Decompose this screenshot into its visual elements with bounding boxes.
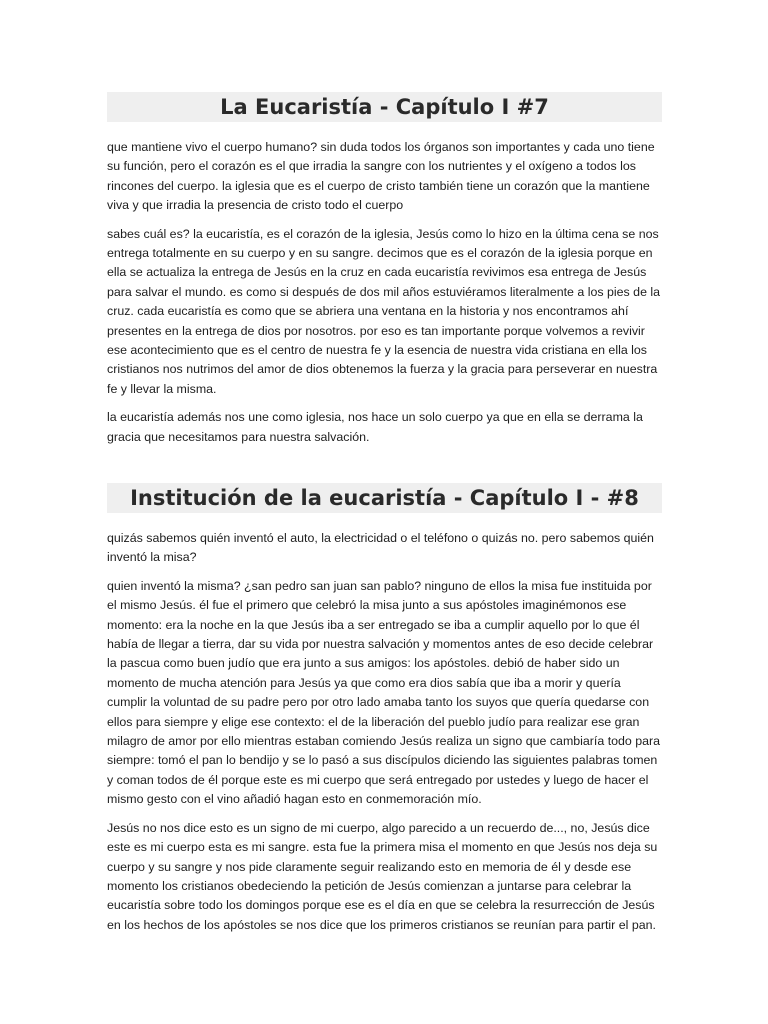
section-institucion-capitulo-8 xyxy=(107,483,662,935)
paragraph: quien inventó la misma? ¿san pedro san juan san pablo? ninguno de ellos la misa fue instituida por el mismo Jesús. él fue el primero que celebró la misa junto a sus apóstoles imaginémonos ese momento: era la noche en la que Jesús iba a ser entregado se iba a cumplir aquello por lo que él había de llegar a tierra, dar su vida por nuestra salvación y momentos antes de eso decide celebrar la pascua como buen judío que era junto a sus amigos: los apóstoles. debió de haber sido un momento de mucha atención para Jesús ya que como era dios sabía que iba a morir y quería cumplir la voluntad de su padre pero por otro lado amaba tanto los suyos que quería quedarse con ellos para siempre y elige ese contexto: el de la liberación del pueblo judío para realizar ese gran milagro de amor por ello mientras estaban comiendo Jesús realiza un signo que cambiaría todo para siempre: tomó el pan lo bendijo y se lo pasó a sus discípulos diciendo las siguientes palabras tomen y coman todos de él porque este es mi cuerpo que será entregado por ustedes y luego de hacer el mismo gesto con el vino añadió hagan esto en conmemoración mío. xyxy=(107,578,661,807)
section-title: La Eucaristía - Capítulo I #7 xyxy=(220,95,549,119)
section-title: Institución de la eucaristía - Capítulo I - #8 xyxy=(130,486,639,510)
paragraph: quizás sabemos quién inventó el auto, la electricidad o el teléfono o quizás no. pero sabemos quién inventó la misa? xyxy=(107,531,654,565)
paragraph: Jesús no nos dice esto es un signo de mi cuerpo, algo parecido a un recuerdo de..., no, Jesús dice este es mi cuerpo esta es mi sangre. esta fue la primera misa el momento en que Jesús nos deja su cuerpo y su sangre y nos pide claramente seguir realizando esto en memoria de él y desde ese momento los cristianos obedeciendo la petición de Jesús comienzan a juntarse para celebrar la eucaristía sobre todo los domingos porque ese es el día en que se celebra la resurrección de Jesús en los hechos de los apóstoles se nos dice que los primeros cristianos se reunían para partir el pan. xyxy=(107,820,658,932)
paragraph: que mantiene vivo el cuerpo humano? sin duda todos los órganos son importantes y cada uno tiene su función, pero el corazón es el que irradia la sangre con los nutrientes y el oxígeno a todos los rincones del cuerpo. la iglesia que es el cuerpo de cristo también tiene un corazón que la mantiene viva y que irradia la presencia de cristo todo el cuerpo xyxy=(107,140,655,213)
paragraph: la eucaristía además nos une como iglesia, nos hace un solo cuerpo ya que en ella se derrama la gracia que necesitamos para nuestra salvación. xyxy=(107,410,643,444)
paragraph: sabes cuál es? la eucaristía, es el corazón de la iglesia, Jesús como lo hizo en la última cena se nos entrega totalmente en su cuerpo y en su sangre. decimos que es el corazón de la iglesia porque en ella se actualiza la entrega de Jesús en la cruz en cada eucaristía revivimos esa entrega de Jesús para salvar el mundo. es como si después de dos mil años estuviéramos literalmente a los pies de la cruz. cada eucaristía es como que se abriera una ventana en la historia y nos encontramos ahí presentes en la entrega de dios por nosotros. por eso es tan importante porque volvemos a revivir ese acontecimiento que es el centro de nuestra fe y la esencia de nuestra vida cristiana en ella los cristianos nos nutrimos del amor de dios obtenemos la fuerza y la gracia para perseverar en nuestra fe y llevar la misma. xyxy=(107,226,661,396)
section-heading-bar xyxy=(107,92,662,122)
section-eucaristia-capitulo-7 xyxy=(107,92,662,447)
section-heading-bar xyxy=(107,483,662,513)
